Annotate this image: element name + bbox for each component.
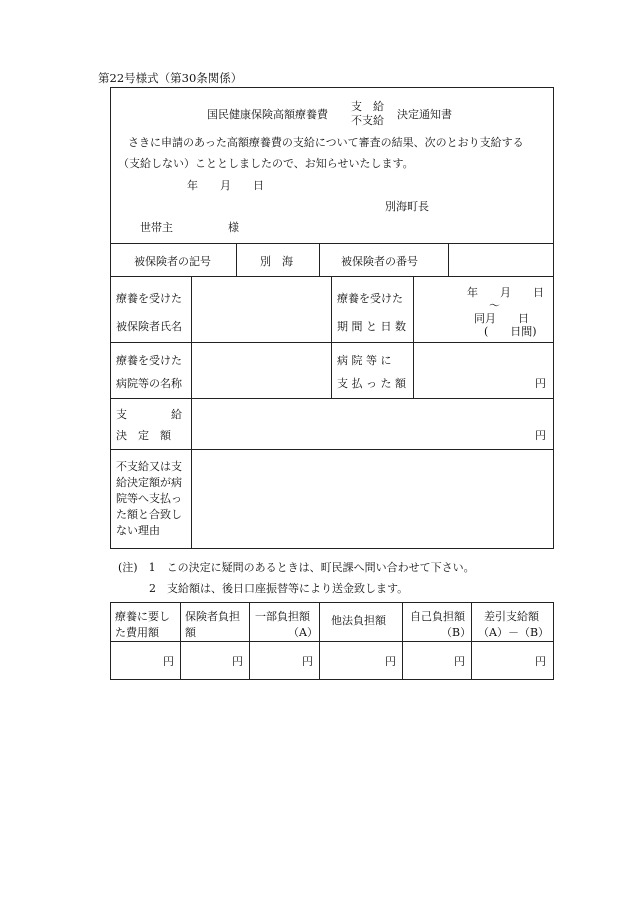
paid-label-1: 病 院 等 に [337, 354, 392, 367]
table-unit: 円 [232, 655, 243, 668]
table-header: 保険者負担 [185, 610, 240, 623]
divider [110, 398, 554, 399]
paid-unit: 円 [535, 377, 546, 390]
notice-title-option-nopay: 不支給 [351, 114, 384, 127]
table-header: （A） [288, 626, 318, 639]
divider [180, 602, 181, 680]
notice-date: 年 月 日 [187, 179, 264, 192]
reason-label-line: た額と合致し [116, 508, 182, 521]
decision-unit: 円 [535, 429, 546, 442]
divider [191, 276, 192, 549]
notice-title-left: 国民健康保険高額療養費 [207, 108, 328, 121]
table-header: 一部負担額 [255, 610, 310, 623]
divider [402, 602, 403, 680]
divider [110, 641, 554, 642]
divider [236, 243, 237, 276]
table-header: 他法負担額 [331, 614, 386, 627]
note-1: (注) 1 この決定に疑問のあるときは、町民課へ問い合わせて下さい。 [118, 561, 475, 574]
period-start: 年 月 日 [467, 286, 544, 299]
period-label-2: 期 間 と 日 数 [337, 320, 406, 333]
notice-body-line2: （支給しない）こととしましたので、お知らせいたします。 [118, 157, 414, 170]
period-label-1: 療養を受けた [337, 292, 403, 305]
paid-label-2: 支 払 っ た 額 [337, 377, 406, 390]
divider [110, 449, 554, 450]
table-header: （B） [441, 626, 472, 639]
divider [471, 602, 472, 680]
patient-name-label-2: 被保険者氏名 [116, 320, 182, 333]
patient-name-label-1: 療養を受けた [116, 292, 182, 305]
insured-symbol-label: 被保険者の記号 [134, 255, 211, 268]
table-header: た費用額 [115, 626, 159, 639]
table-unit: 円 [163, 655, 174, 668]
divider [319, 602, 320, 680]
table-unit: 円 [535, 655, 546, 668]
divider [110, 342, 554, 343]
note-2: 2 支給額は、後日口座振替等により送金致します。 [149, 582, 409, 595]
table-unit: 円 [454, 655, 465, 668]
decision-label-1: 支 給 [116, 408, 182, 421]
table-header: （A）－（B） [478, 626, 550, 639]
reason-label-line: ない理由 [116, 524, 160, 537]
form-number: 第22号様式（第30条関係） [98, 71, 243, 85]
divider [249, 602, 250, 680]
hospital-name-label-1: 療養を受けた [116, 354, 182, 367]
divider [413, 276, 414, 398]
divider [110, 243, 554, 244]
table-unit: 円 [302, 655, 313, 668]
period-days: ( 日間) [484, 325, 537, 338]
period-end: 同月 日 [474, 312, 529, 325]
reason-label-line: 給決定額が病 [116, 476, 182, 489]
divider [110, 276, 554, 277]
notice-title-right: 決定通知書 [397, 108, 452, 121]
notice-title-option-pay: 支 給 [351, 100, 384, 113]
reason-label-line: 院等へ支払っ [116, 492, 182, 505]
table-unit: 円 [385, 655, 396, 668]
table-header: 額 [185, 626, 196, 639]
hospital-name-label-2: 病院等の名称 [116, 377, 182, 390]
insured-number-label: 被保険者の番号 [341, 255, 418, 268]
table-header: 自己負担額 [410, 610, 465, 623]
notice-recipient: 世帯主 様 [140, 221, 239, 234]
insured-symbol-value: 別 海 [260, 255, 293, 268]
divider [448, 243, 449, 276]
divider [331, 276, 332, 398]
decision-label-2: 決 定 額 [116, 429, 171, 442]
table-header: 差引支給額 [484, 610, 539, 623]
period-tilde: ～ [489, 299, 500, 312]
notice-issuer: 別海町長 [385, 200, 429, 213]
divider [319, 243, 320, 276]
notice-body-line1: さきに申請のあった高額療養費の支給について審査の結果、次のとおり支給する [128, 136, 524, 149]
reason-label-line: 不支給又は支 [116, 460, 182, 473]
table-header: 療養に要し [115, 610, 170, 623]
